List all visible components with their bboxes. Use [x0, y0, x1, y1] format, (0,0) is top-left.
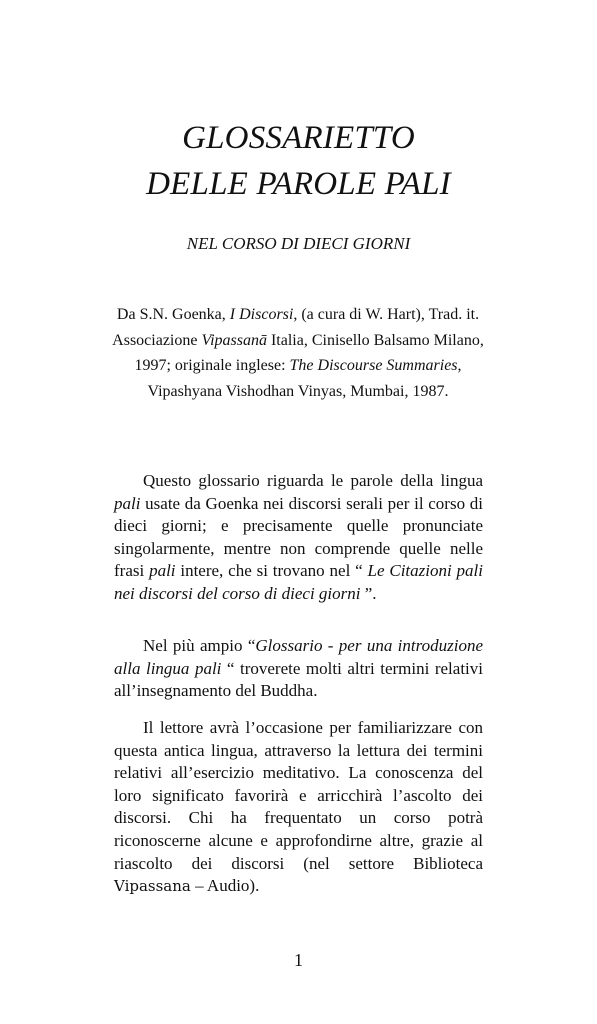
- citation-text: Italia, Cinisello Balsamo Milano, 1997; originale inglese:: [134, 331, 484, 374]
- reader-paragraph: [114, 717, 483, 898]
- citation-vipassana: Vipassanā: [201, 331, 267, 349]
- paragraph-text: intere, che si trovano nel “: [175, 561, 368, 581]
- citation-text: Da S.N. Goenka,: [116, 306, 230, 323]
- glossario-reference: Glossario - per una introduzione alla lingua pali: [114, 636, 483, 678]
- vipassana-term: Vipassana: [114, 877, 191, 896]
- page-title-line-2: DELLE PAROLE PALI: [146, 166, 451, 202]
- paragraph-text: Questo glossario riguarda le parole della lingua: [143, 471, 483, 490]
- source-citation: [112, 302, 484, 404]
- paragraph-text: Nel più ampio “: [143, 636, 256, 655]
- citation-book-title: I Discorsi: [229, 306, 294, 323]
- page-number: 1: [294, 950, 303, 970]
- pali-term: pali: [114, 493, 141, 513]
- citation-text: , (a cura di W. Hart), Trad. it. Associazione: [112, 306, 480, 349]
- paragraph-text: “ troverete molti altri termini relativi all’insegnamento del Buddha.: [114, 658, 483, 701]
- citation-text: , Vipashyana Vishodhan Vinyas, Mumbai, 1987.: [147, 357, 462, 400]
- glossario-paragraph: [114, 635, 483, 703]
- citazioni-reference: Le Citazioni pali nei discorsi del corso di dieci giorni: [114, 561, 484, 603]
- intro-paragraph: [114, 470, 483, 606]
- pali-term: pali: [149, 561, 176, 581]
- paragraph-text: ”.: [360, 583, 377, 603]
- citation-english-title: The Discourse Summaries: [289, 357, 458, 374]
- paragraph-text: Il lettore avrà l’occasione per familiarizzare con questa antica lingua, attraverso la lettura dei termini relativi all’esercizio meditativo. La conoscenza del loro significato favorirà e arricchirà l’ascolto dei discorsi. Chi ha frequentato un corso potrà riconoscerne alcune e approfondirne altre, grazie al riascolto dei discorsi (nel settore Biblioteca: [114, 718, 483, 873]
- page-subtitle: NEL CORSO DI DIECI GIORNI: [186, 234, 411, 253]
- paragraph-text: – Audio).: [190, 876, 260, 896]
- page-title-line-1: GLOSSARIETTO: [182, 120, 415, 156]
- paragraph-text: usate da Goenka nei discorsi serali per il corso di dieci giorni; e precisamente quelle pronunciate singolarmente, mentre non comprende quelle nelle frasi: [114, 493, 483, 581]
